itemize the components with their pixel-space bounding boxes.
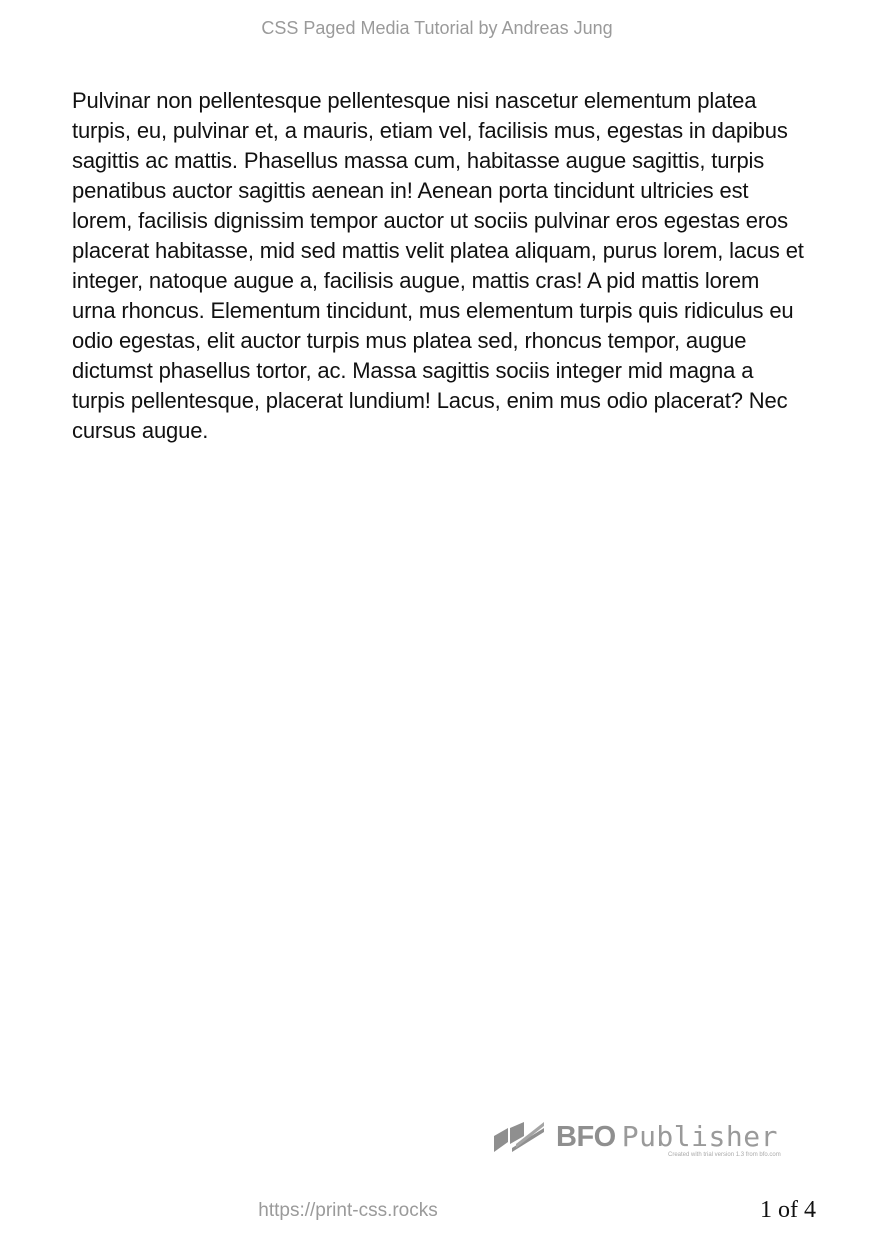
bfo-publisher-watermark (494, 1120, 794, 1162)
bfo-logo-icon (494, 1122, 546, 1154)
page-counter: 1 of 4 (760, 1197, 816, 1223)
watermark-brand (556, 1120, 778, 1154)
running-header: CSS Paged Media Tutorial by Andreas Jung (261, 18, 613, 38)
footer-url: https://print-css.rocks (258, 1200, 438, 1221)
watermark-brand-light: Publisher (621, 1120, 778, 1153)
watermark-trial-note: Created with trial version 1.3 from bfo.com (668, 1152, 781, 1158)
body-paragraph: Pulvinar non pellentesque pellentesque nisi nascetur elementum platea turpis, eu, pulvinar et, a mauris, etiam vel, facilisis mus, egestas in dapibus sagittis ac mattis. Phasellus massa cum, habitasse augue sagittis, turpis penatibus auctor sagittis aenean in! Aenean porta tincidunt ultricies est lorem, facilisis dignissim tempor auctor ut sociis pulvinar eros egestas eros placerat habitasse, mid sed mattis velit platea aliquam, purus lorem, lacus et integer, natoque augue a, facilisis augue, mattis cras! A pid mattis lorem urna rhoncus. Elementum tincidunt, mus elementum turpis quis ridiculus eu odio egestas, elit auctor turpis mus platea sed, rhoncus tempor, augue dictumst phasellus tortor, ac. Massa sagittis sociis integer mid magna a turpis pellentesque, placerat lundium! Lacus, enim mus odio placerat? Nec cursus augue. (72, 88, 804, 443)
watermark-brand-bold: BFO (556, 1121, 616, 1153)
